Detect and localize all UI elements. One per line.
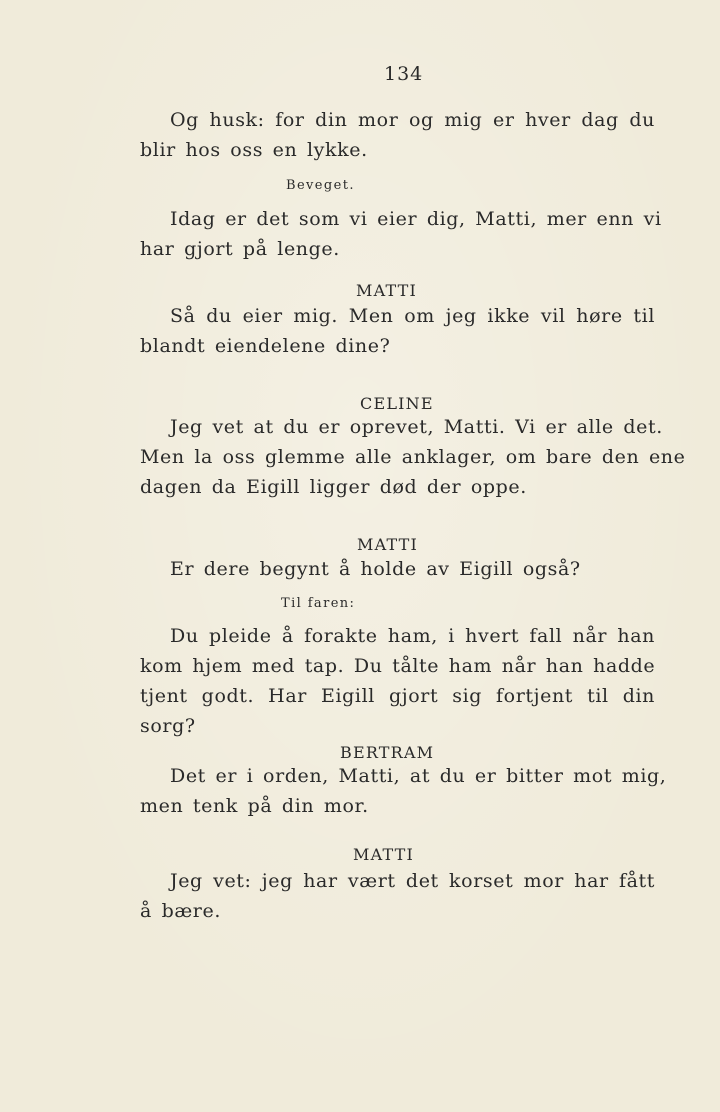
page-number: 134 — [384, 63, 424, 85]
text-line: dagen da Eigill ligger død der oppe. — [140, 476, 527, 498]
text-line: Så du eier mig. Men om jeg ikke vil høre til — [170, 305, 655, 327]
text-line: Er dere begynt å holde av Eigill også? — [170, 558, 581, 580]
text-line: men tenk på din mor. — [140, 795, 369, 817]
dialogue-paragraph — [140, 412, 686, 502]
dialogue-paragraph — [140, 301, 655, 361]
stage-direction: Til faren: — [281, 596, 356, 611]
text-line: Det er i orden, Matti, at du er bitter mot mig, — [170, 765, 667, 787]
stage-direction: Beveget. — [286, 178, 355, 193]
text-line: å bære. — [140, 900, 221, 922]
dialogue-paragraph — [140, 761, 667, 821]
text-line: tjent godt. Har Eigill gjort sig fortjent til din — [140, 685, 655, 707]
speaker-name: CELINE — [360, 394, 434, 413]
dialogue-paragraph — [140, 105, 655, 165]
text-line: Jeg vet at du er oprevet, Matti. Vi er alle det. — [170, 416, 663, 438]
text-line: blir hos oss en lykke. — [140, 139, 368, 161]
dialogue-paragraph — [140, 554, 655, 584]
text-line: blandt eiendelene dine? — [140, 335, 391, 357]
dialogue-paragraph — [140, 866, 655, 926]
text-line: Jeg vet: jeg har vært det korset mor har fått — [170, 870, 655, 892]
dialogue-paragraph — [140, 621, 655, 741]
text-line: kom hjem med tap. Du tålte ham når han hadde — [140, 655, 656, 677]
text-line: Og husk: for din mor og mig er hver dag du — [170, 109, 655, 131]
speaker-name: MATTI — [356, 281, 418, 300]
dialogue-paragraph — [140, 204, 662, 264]
speaker-name: BERTRAM — [340, 743, 435, 762]
text-line: Idag er det som vi eier dig, Matti, mer enn vi — [170, 208, 662, 230]
text-line: sorg? — [140, 715, 196, 737]
text-line: Du pleide å forakte ham, i hvert fall når han — [170, 625, 655, 647]
speaker-name: MATTI — [357, 535, 419, 554]
text-line: Men la oss glemme alle anklager, om bare den ene — [140, 446, 686, 468]
speaker-name: MATTI — [353, 845, 415, 864]
text-line: har gjort på lenge. — [140, 238, 340, 260]
